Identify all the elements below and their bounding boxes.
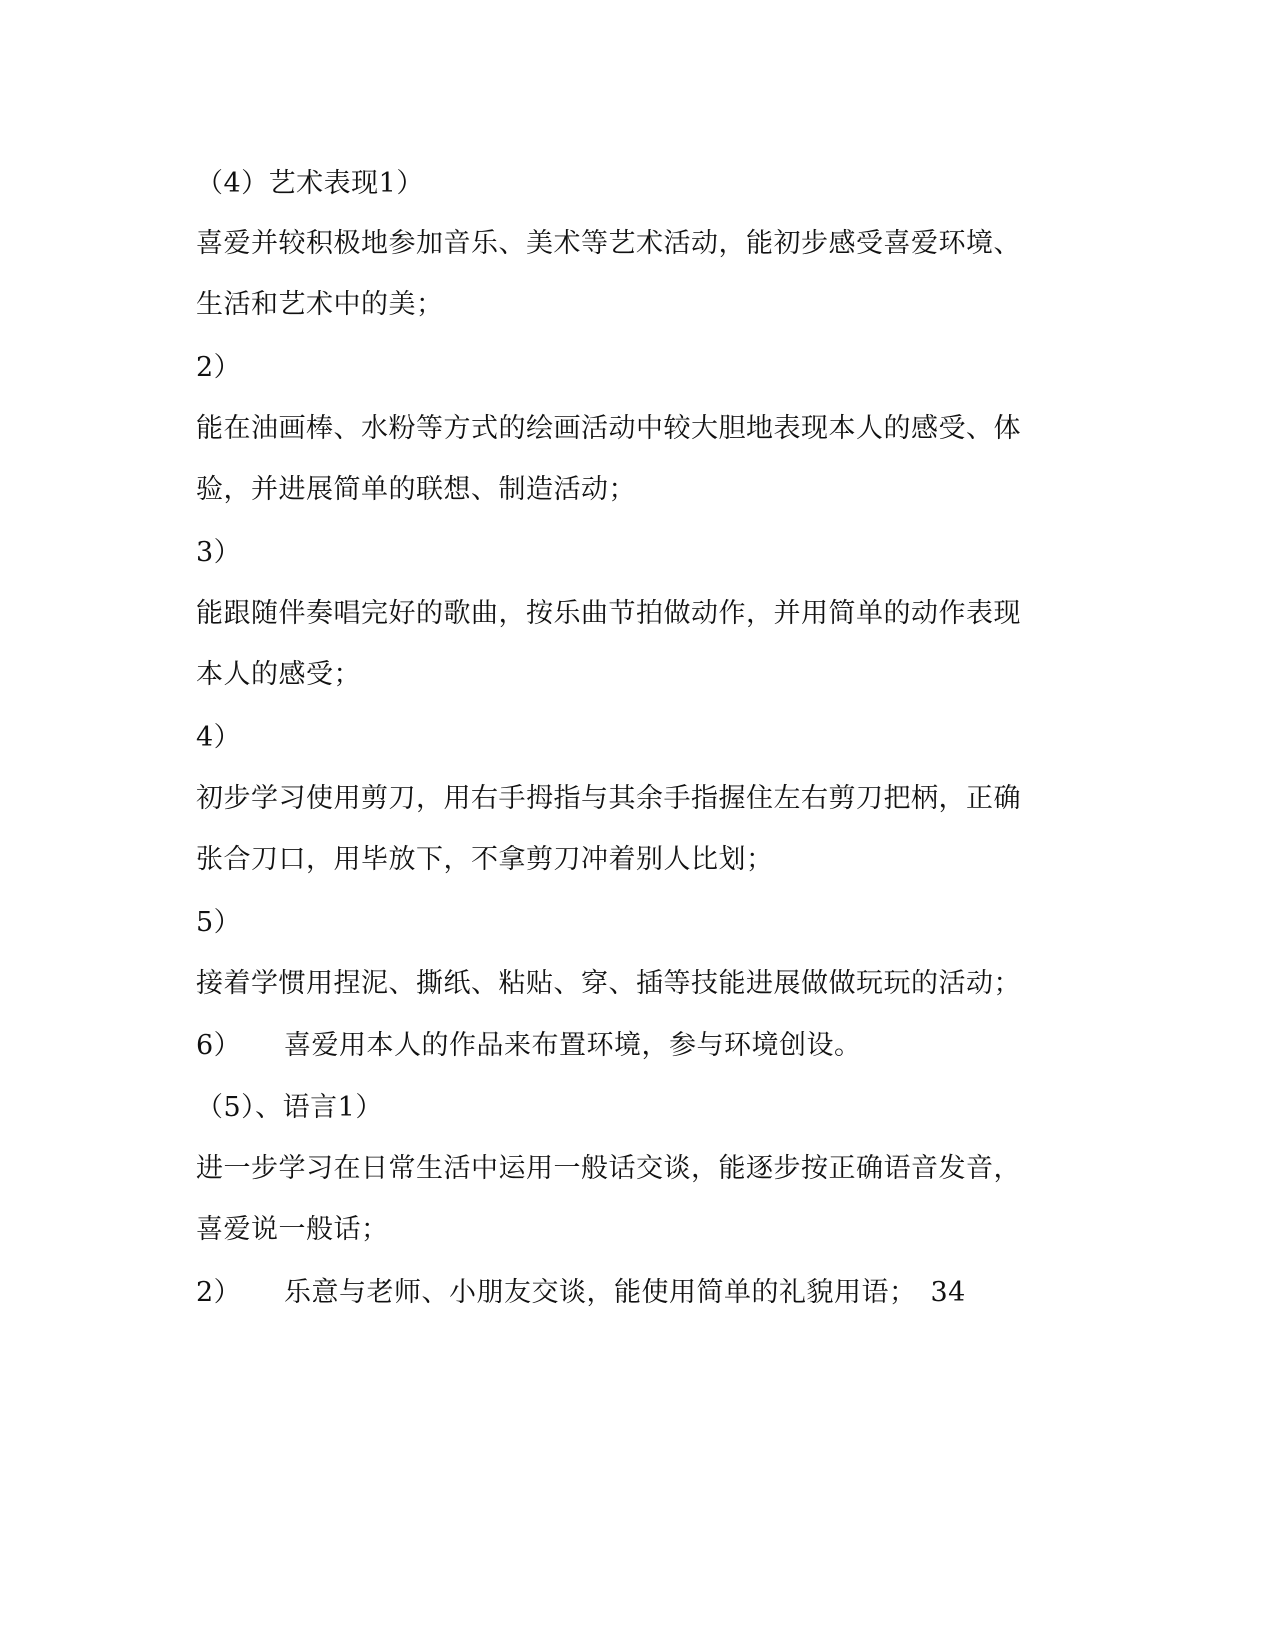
list-item-2 bbox=[196, 1275, 966, 1311]
list-number: 6） bbox=[196, 1030, 242, 1061]
paragraph-line: 能在油画棒、水粉等方式的绘画活动中较大胆地表现本人的感受、体 bbox=[196, 413, 1021, 444]
list-number: 2） bbox=[196, 352, 242, 383]
paragraph-line: 接着学惯用捏泥、撕纸、粘贴、穿、插等技能进展做做玩玩的活动； bbox=[196, 968, 1021, 999]
section-4-heading: （4）艺术表现1） bbox=[196, 168, 424, 199]
list-number: 5） bbox=[196, 907, 242, 938]
list-number: 2） bbox=[196, 1277, 242, 1308]
paragraph-line: 本人的感受； bbox=[196, 659, 361, 690]
paragraph-line: 张合刀口，用毕放下，不拿剪刀冲着别人比划； bbox=[196, 844, 774, 875]
list-item-text: 乐意与老师、小朋友交谈，能使用简单的礼貌用语； bbox=[284, 1277, 917, 1308]
section-5-heading: （5）、语言1） bbox=[196, 1092, 383, 1123]
paragraph-line: 进一步学习在日常生活中运用一般话交谈，能逐步按正确语音发音， bbox=[196, 1153, 1021, 1184]
paragraph-line: 喜爱说一般话； bbox=[196, 1214, 389, 1245]
page-number: 34 bbox=[930, 1277, 966, 1308]
list-number: 3） bbox=[196, 537, 242, 568]
paragraph-line: 生活和艺术中的美； bbox=[196, 289, 444, 320]
list-item-6 bbox=[196, 1028, 862, 1064]
paragraph-line: 能跟随伴奏唱完好的歌曲，按乐曲节拍做动作，并用简单的动作表现 bbox=[196, 598, 1021, 629]
paragraph-line: 初步学习使用剪刀，用右手拇指与其余手指握住左右剪刀把柄，正确 bbox=[196, 783, 1021, 814]
list-number: 4） bbox=[196, 722, 242, 753]
paragraph-line: 喜爱并较积极地参加音乐、美术等艺术活动，能初步感受喜爱环境、 bbox=[196, 228, 1021, 259]
paragraph-line: 验，并进展简单的联想、制造活动； bbox=[196, 474, 636, 505]
list-item-text: 喜爱用本人的作品来布置环境，参与环境创设。 bbox=[284, 1030, 862, 1061]
